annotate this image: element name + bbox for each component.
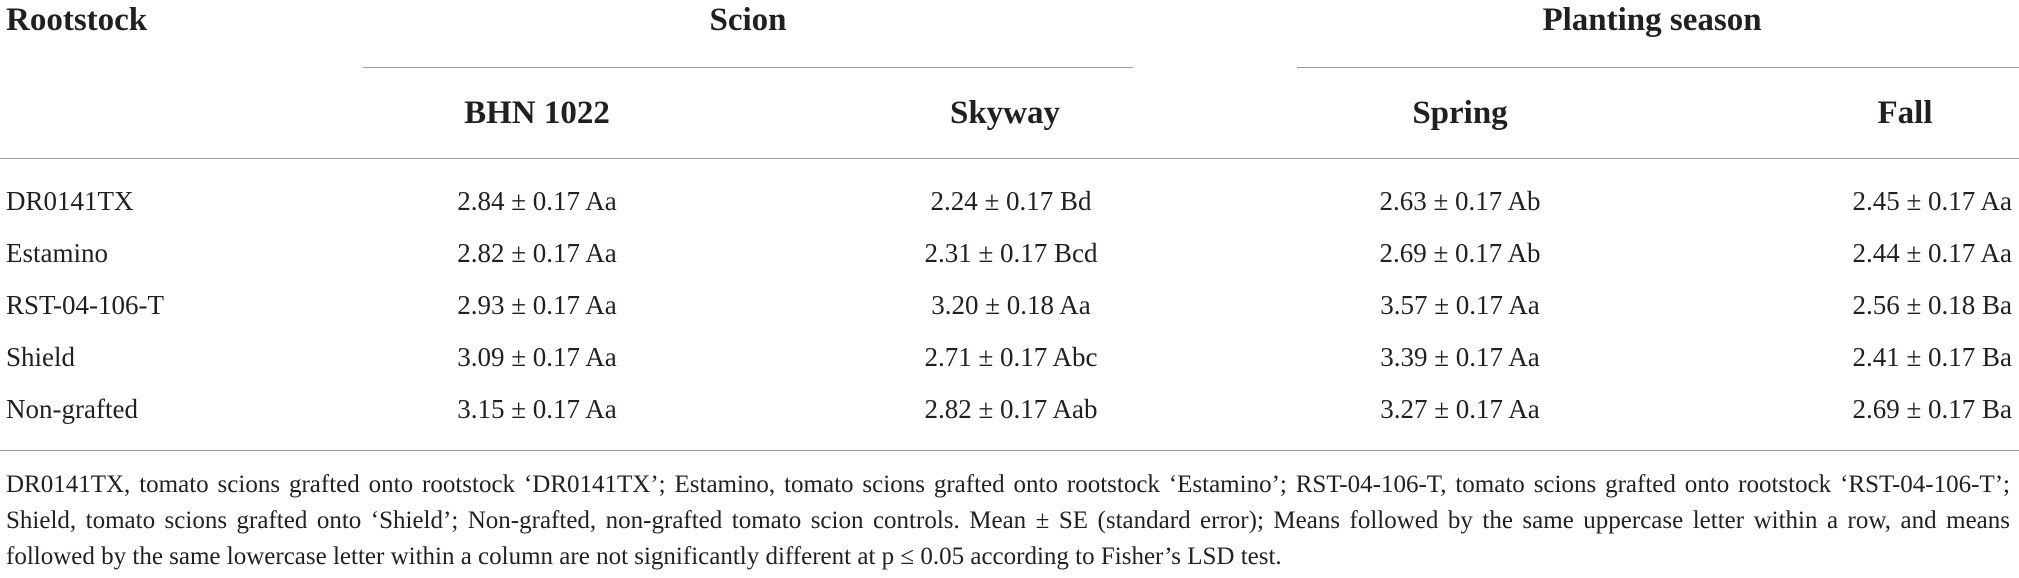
table-cell: 2.69 ± 0.17 Ab <box>1379 238 1541 268</box>
rootstock-header: Rootstock <box>6 2 148 38</box>
row-label: Estamino <box>6 238 108 268</box>
table-cell: 2.84 ± 0.17 Aa <box>457 186 617 216</box>
table-cell: 3.39 ± 0.17 Aa <box>1380 342 1540 372</box>
table-cell: 3.20 ± 0.18 Aa <box>931 290 1091 320</box>
row-label: Non-grafted <box>6 394 138 424</box>
table-cell: 2.41 ± 0.17 Ba <box>1852 342 2012 372</box>
table-cell: 3.57 ± 0.17 Aa <box>1380 290 1540 320</box>
table-cell: 2.69 ± 0.17 Ba <box>1852 394 2012 424</box>
col-header-bhn1022: BHN 1022 <box>464 95 610 131</box>
table-cell: 2.82 ± 0.17 Aab <box>924 394 1098 424</box>
planting-season-header: Planting season <box>1542 2 1762 38</box>
table-cell: 2.93 ± 0.17 Aa <box>457 290 617 320</box>
season-group-rule <box>1297 67 2019 68</box>
scion-header: Scion <box>709 2 787 38</box>
header-bottom-rule <box>0 158 2019 159</box>
row-label: Shield <box>6 342 76 372</box>
col-header-skyway: Skyway <box>949 95 1061 131</box>
table-cell: 3.09 ± 0.17 Aa <box>457 342 617 372</box>
table-cell: 2.24 ± 0.17 Bd <box>930 186 1092 216</box>
table-cell: 2.82 ± 0.17 Aa <box>457 238 617 268</box>
table-bottom-rule <box>0 450 2019 451</box>
col-header-fall: Fall <box>1877 95 1933 131</box>
table-cell: 2.56 ± 0.18 Ba <box>1852 290 2012 320</box>
table-cell: 2.63 ± 0.17 Ab <box>1379 186 1541 216</box>
scion-group-rule <box>363 67 1133 68</box>
table-cell: 2.31 ± 0.17 Bcd <box>924 238 1098 268</box>
table-cell: 2.44 ± 0.17 Aa <box>1852 238 2012 268</box>
table-cell: 2.71 ± 0.17 Abc <box>924 342 1098 372</box>
table-cell: 3.15 ± 0.17 Aa <box>457 394 617 424</box>
row-label: RST-04-106-T <box>6 290 165 320</box>
footnote-text: DR0141TX, tomato scions grafted onto rootstock ‘DR0141TX’; Estamino, tomato scions grafted onto rootstock ‘Estamino’; RST-04-106-T, tomato scions grafted onto rootstock ‘RST-04-106-T’; Shield, tomato scions grafted onto ‘Shield’; Non-grafted, non-grafted tomato scion controls. Mean ± SE (standard error); Means followed by the same uppercase letter within a row, and means followed by the same lowercase letter within a column are not significantly different at p ≤ 0.05 according to Fisher’s LSD test. <box>6 471 2010 570</box>
col-header-spring: Spring <box>1412 95 1508 131</box>
table-cell: 2.45 ± 0.17 Aa <box>1852 186 2012 216</box>
table-cell: 3.27 ± 0.17 Aa <box>1380 394 1540 424</box>
table-footnote <box>6 467 2010 575</box>
row-label: DR0141TX <box>6 186 134 216</box>
